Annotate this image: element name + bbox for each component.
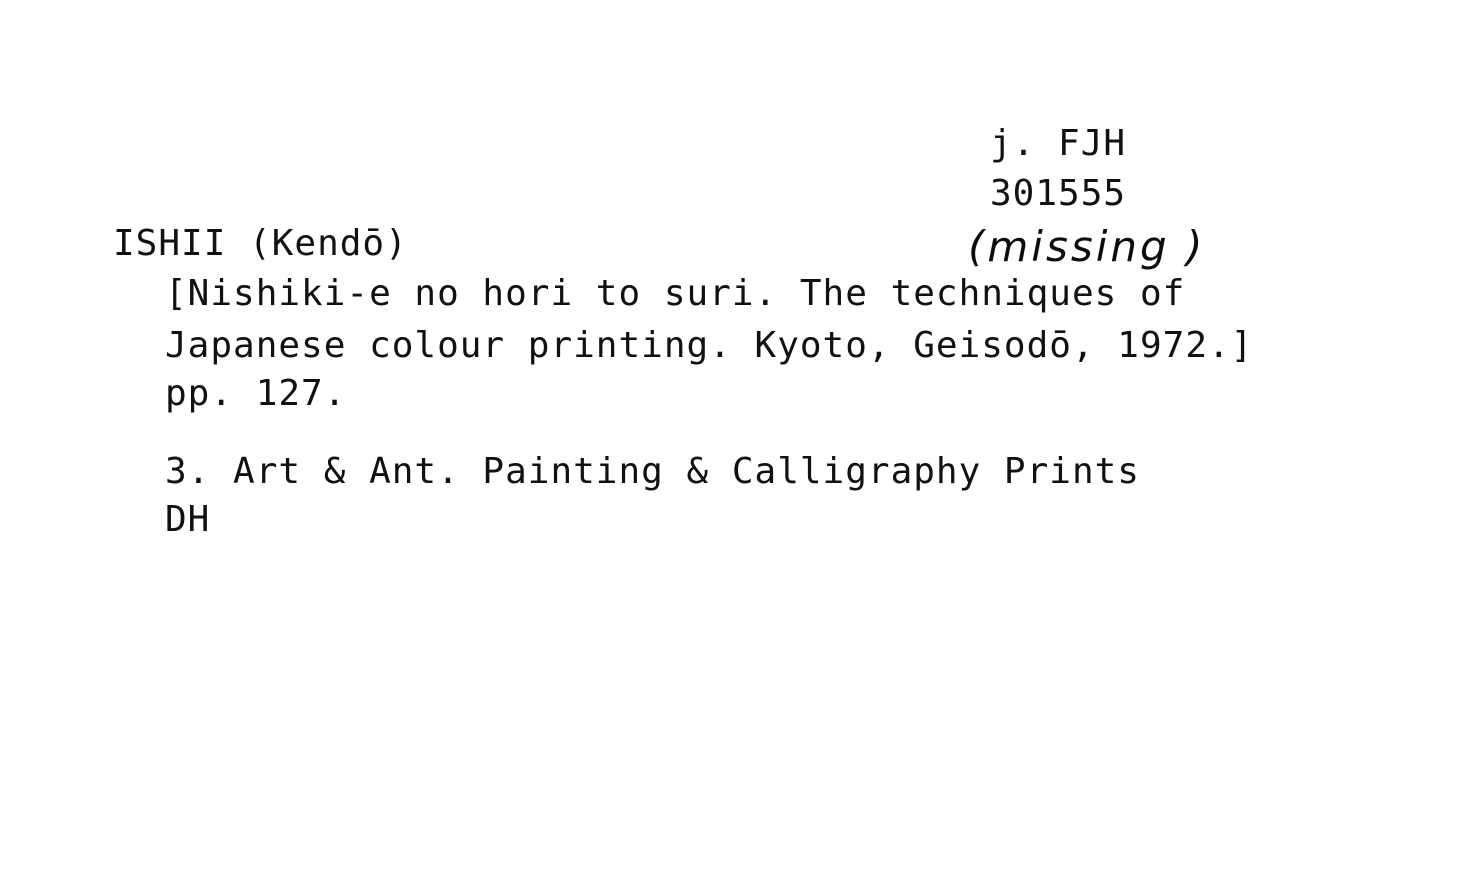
shelfmark-line-2: 301555 [990,173,1127,214]
description-line-3: pp. 127. [165,373,347,414]
subject-tracing: 3. Art & Ant. Painting & Calligraphy Prints [165,451,1140,492]
cataloger-initials: DH [165,499,211,540]
shelfmark-line-1: j. FJH [990,123,1127,164]
description-line-1: [Nishiki-e no hori to suri. The techniques of [165,273,1186,314]
main-heading: ISHII (Kendō) [113,223,408,264]
description-line-2: Japanese colour printing. Kyoto, Geisodō, 1972.] [165,325,1254,366]
handwritten-note: (missing ) [968,222,1206,271]
